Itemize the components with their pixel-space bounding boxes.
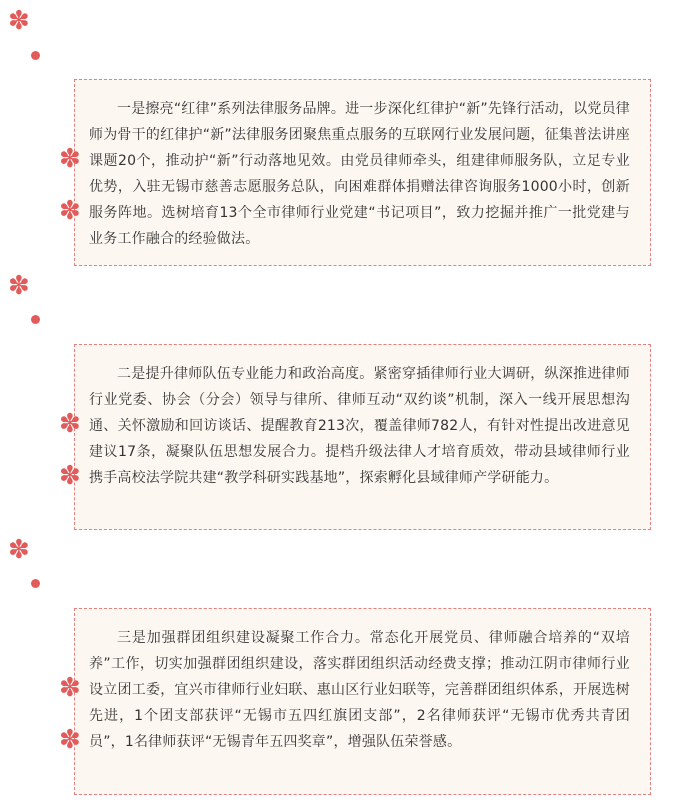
flower-icon: ✽ (59, 144, 81, 174)
section-text-3: 三是加强群团组织建设凝聚工作合力。常态化开展党员、律师融合培养的“双培养”工作，切实加强群团组织建设，落实群团组织活动经费支撑；推动江阴市律师行业设立团工委，宜兴市律师行业妇联、惠山区行业妇联等，完善群团组织体系，开展选树先进，1个团支部获评“无锡市五四红旗团支部”，2名律师获评“无锡市优秀共青团员”，1名律师获评“无锡青年五四奖章”，增强队伍荣誉感。 (89, 630, 630, 750)
flower-icon: ✽ (59, 461, 81, 491)
section-text-2: 二是提升律师队伍专业能力和政治高度。紧密穿插律师行业大调研，纵深推进律师行业党委、协会（分会）领导与律所、律师互动“双约谈”机制，深入一线开展思想沟通、关怀激励和回访谈话、提醒教育213次，覆盖律师782人，有针对性提出改进意见建议17条，凝聚队伍思想发展合力。提档升级法律人才培育质效，带动县域律师行业携手高校法学院共建“教学科研实践基地”，探索孵化县域律师产学研能力。 (89, 366, 630, 486)
flower-icon: ✽ (59, 725, 81, 755)
flower-icon: ✽ (8, 271, 30, 301)
flower-icon: ✽ (59, 409, 81, 439)
section-card-3 (59, 608, 651, 795)
flower-icon: ✽ (59, 196, 81, 226)
flower-icon: ✽ (8, 6, 30, 36)
section-text-1: 一是擦亮“红律”系列法律服务品牌。进一步深化红律护“新”先锋行活动，以党员律师为骨干的红律护“新”法律服务团聚焦重点服务的互联网行业发展问题，征集普法讲座课题20个，推动护“新”行动落地见效。由党员律师牵头，组建律师服务队，立足专业优势，入驻无锡市慈善志愿服务总队，向困难群体捐赠法律咨询服务1000小时，创新服务阵地。选树培育13个全市律师行业党建“书记项目”，致力挖掘并推广一批党建与业务工作融合的经验做法。 (89, 101, 630, 247)
section-card-1 (59, 79, 651, 266)
flower-icon: ✽ (8, 535, 30, 565)
dot-icon (31, 315, 40, 324)
flower-icon: ✽ (59, 673, 81, 703)
dot-icon (31, 579, 40, 588)
section-card-2 (59, 344, 651, 530)
dot-icon (31, 51, 40, 60)
